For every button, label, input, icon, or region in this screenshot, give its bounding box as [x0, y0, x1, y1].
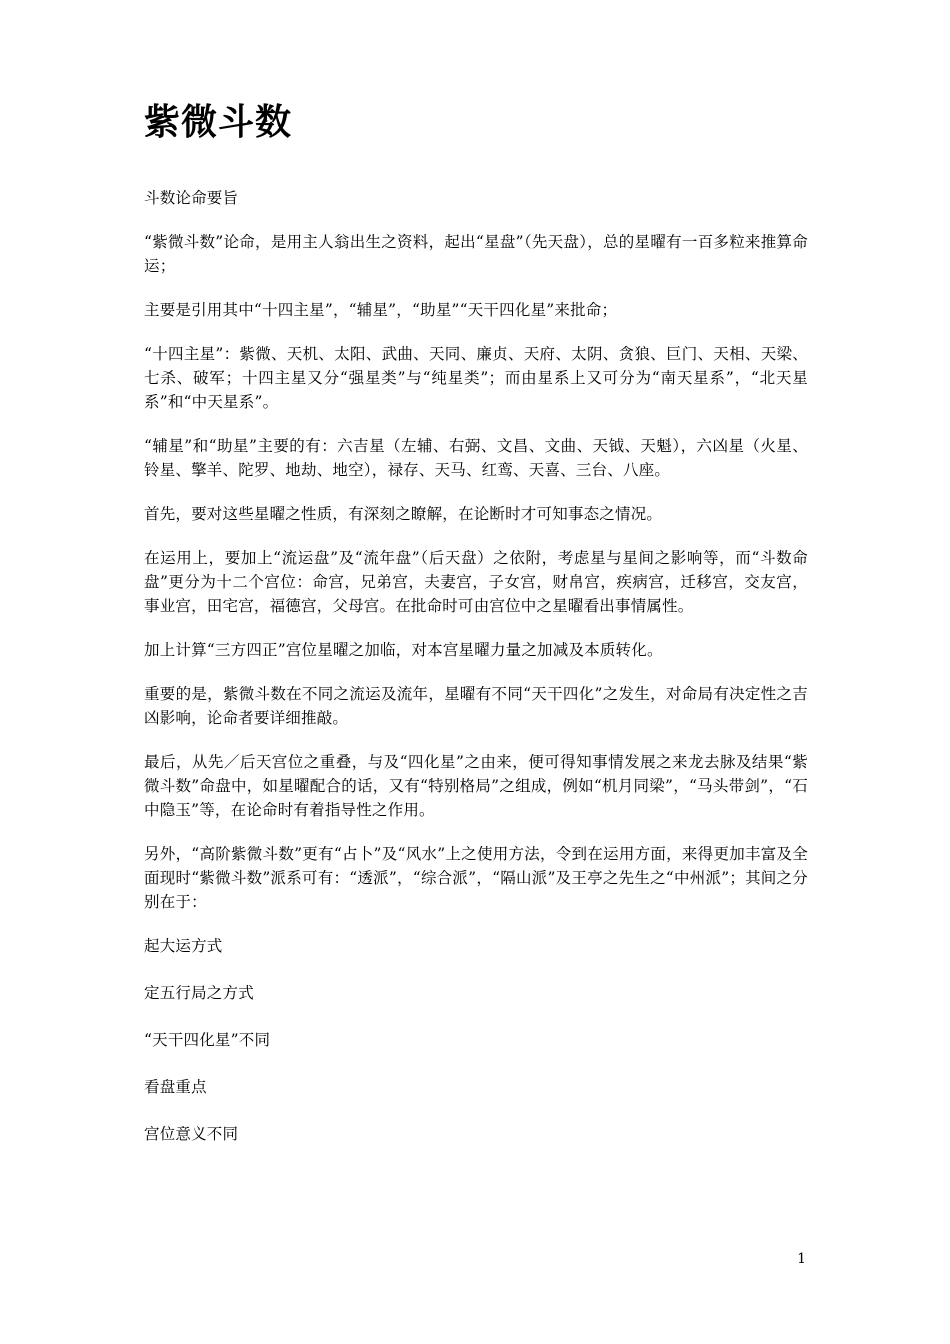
paragraph: 首先，要对这些星曜之性质，有深刻之瞭解，在论断时才可知事态之情况。 [144, 505, 663, 523]
paragraph: “十四主星”：紫微、天机、太阳、武曲、天同、廉贞、天府、太阴、贪狼、巨门、天相、天梁、七杀、破军；十四主星又分“强星类”与“纯星类”；而由星系上又可分为“南天星系”，“北天星系”和“中天星系”。 [144, 345, 808, 411]
section-heading: 斗数论命要旨 [144, 189, 239, 207]
paragraph: 在运用上，要加上“流运盘”及“流年盘”（后天盘）之依附，考虑星与星间之影响等，而“斗数命盘”更分为十二个宫位：命宫，兄弟宫，夫妻宫，子女宫，财帛宫，疾病宫，迁移宫，交友宫，事业宫，田宅宫，福德宫，父母宫。在批命时可由宫位中之星曜看出事情属性。 [144, 549, 808, 615]
list-item: 定五行局之方式 [144, 984, 254, 1002]
paragraph: 加上计算“三方四正”宫位星曜之加临，对本宫星曜力量之加减及本质转化。 [144, 641, 663, 659]
document-body [144, 186, 808, 1169]
paragraph: 主要是引用其中“十四主星”，“辅星”，“助星”“天干四化星”来批命； [144, 301, 618, 319]
paragraph: 重要的是，紫微斗数在不同之流运及流年，星曜有不同“天干四化”之发生，对命局有决定性之吉凶影响，论命者要详细推敲。 [144, 685, 808, 727]
paragraph: 另外，“高阶紫微斗数”更有“占卜”及“风水”上之使用方法，令到在运用方面，来得更加丰富及全面现时“紫微斗数”派系可有：“透派”，“综合派”，“隔山派”及王亭之先生之“中州派”；其间之分别在于： [144, 845, 808, 911]
list-item: 看盘重点 [144, 1078, 207, 1096]
paragraph: “紫微斗数”论命，是用主人翁出生之资料，起出“星盘”（先天盘），总的星曜有一百多粒来推算命运； [144, 233, 808, 275]
document-title: 紫微斗数 [144, 102, 293, 143]
paragraph: “辅星”和“助星”主要的有：六吉星（左辅、右弼、文昌、文曲、天钺、天魁），六凶星（火星、铃星、擎羊、陀罗、地劫、地空），禄存、天马、红鸾、天喜、三台、八座。 [144, 437, 808, 479]
list-item: “天干四化星”不同 [144, 1031, 271, 1049]
list-item: 宫位意义不同 [144, 1125, 239, 1143]
paragraph: 最后，从先／后天宫位之重叠，与及“四化星”之由来，便可得知事情发展之来龙去脉及结果“紫微斗数”命盘中，如星曜配合的话，又有“特别格局”之组成，例如“机月同梁”，“马头带剑”，“石中隐玉”等，在论命时有着指导性之作用。 [144, 753, 808, 819]
list-item: 起大运方式 [144, 937, 223, 955]
page-number: 1 [797, 1251, 806, 1267]
